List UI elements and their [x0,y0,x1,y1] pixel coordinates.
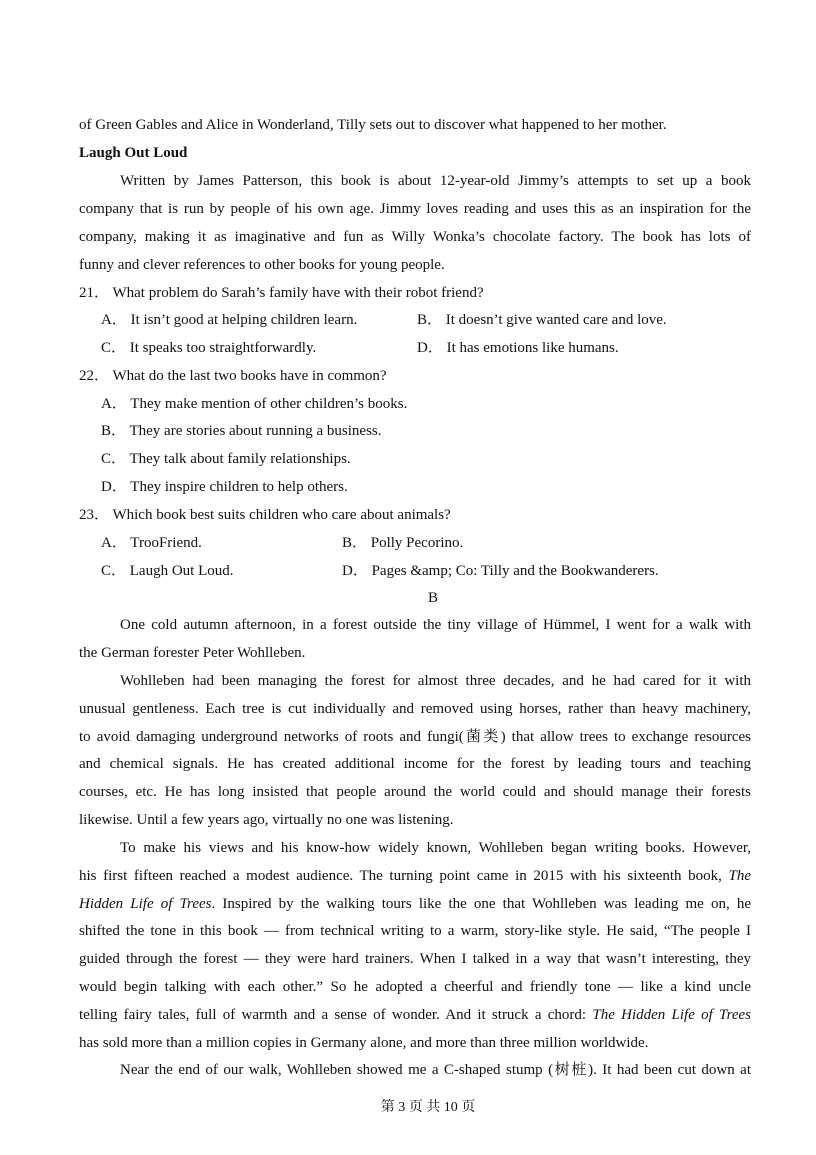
option-21-a: A． It isn’t good at helping children learn. [101,312,358,328]
book-title-italic: Hidden Life of Trees [79,896,212,912]
text-line: would begin talking with each other.” So he adopted a cheerful and friendly tone — like a kind uncle [79,979,751,995]
text-line: funny and clever references to other books for young people. [79,257,445,273]
book-heading-laugh-out-loud: Laugh Out Loud [79,145,188,161]
option-22-b: B． They are stories about running a business. [101,423,382,439]
option-23-c: C． Laugh Out Loud. [101,563,234,579]
option-23-a: A． TrooFriend. [101,535,202,551]
text-run: telling fairy tales, full of warmth and a sense of wonder. And it struck a chord: [79,1007,593,1023]
text-line [79,1005,751,1025]
text-line: shifted the tone in this book — from technical writing to a warm, story-like style. He said, “The people I [79,923,751,939]
option-21-c: C． It speaks too straightforwardly. [101,340,317,356]
option-23-d: D． Pages &amp; Co: Tilly and the Bookwanderers. [342,563,659,579]
option-21-d: D． It has emotions like humans. [417,340,619,356]
question-21-stem: 21． What problem do Sarah’s family have with their robot friend? [79,285,484,301]
option-21-b: B． It doesn’t give wanted care and love. [417,312,667,328]
section-b-heading: B [427,590,438,606]
text-line: courses, etc. He has long insisted that people around the world could and should manage their forests [79,784,751,800]
book-title-italic: The Hidden Life of Trees [592,1007,752,1023]
text-line: Written by James Patterson, this book is about 12-year-old Jimmy’s attempts to set up a book [120,173,751,189]
option-23-b: B． Polly Pecorino. [342,535,464,551]
page-footer: 第 3 页 共 10 页 [380,1100,476,1115]
text-line [79,866,751,886]
text-line: One cold autumn afternoon, in a forest outside the tiny village of Hümmel, I went for a walk with [120,617,751,633]
book-title-italic: The [728,868,751,884]
option-22-d: D． They inspire children to help others. [101,479,348,495]
text-line: the German forester Peter Wohlleben. [79,645,306,661]
question-23-stem: 23． Which book best suits children who care about animals? [79,507,451,523]
text-line: company, making it as imaginative and fun as Willy Wonka’s chocolate factory. The book has lots of [79,229,751,245]
text-line: to avoid damaging underground networks of roots and fungi(菌类) that allow trees to exchange resources [79,729,751,745]
text-line [79,894,751,914]
text-line: of Green Gables and Alice in Wonderland, Tilly sets out to discover what happened to her mother. [79,117,667,133]
text-line: Near the end of our walk, Wohlleben showed me a C-shaped stump (树桩). It had been cut down at [120,1062,751,1078]
text-line: likewise. Until a few years ago, virtually no one was listening. [79,812,454,828]
text-line: To make his views and his know-how widely known, Wohlleben began writing books. However, [120,840,751,856]
text-line: unusual gentleness. Each tree is cut individually and removed using horses, rather than heavy machinery, [79,701,751,717]
option-22-a: A． They make mention of other children’s books. [101,396,408,412]
text-run: his first fifteen reached a modest audience. The turning point came in 2015 with his sixteenth book, [79,868,729,884]
text-line: company that is run by people of his own age. Jimmy loves reading and uses this as an inspiration for the [79,201,751,217]
text-line: has sold more than a million copies in Germany alone, and more than three million worldwide. [79,1035,649,1051]
option-22-c: C． They talk about family relationships. [101,451,351,467]
text-line: guided through the forest — they were hard trainers. When I talked in a way that wasn’t interesting, they [79,951,751,967]
question-22-stem: 22． What do the last two books have in common? [79,368,387,384]
text-line: Wohlleben had been managing the forest for almost three decades, and he had cared for it with [120,673,751,689]
text-line: and chemical signals. He has created additional income for the forest by leading tours and teaching [79,756,751,772]
text-run: . Inspired by the walking tours like the one that Wohlleben was leading me on, he [211,896,751,912]
